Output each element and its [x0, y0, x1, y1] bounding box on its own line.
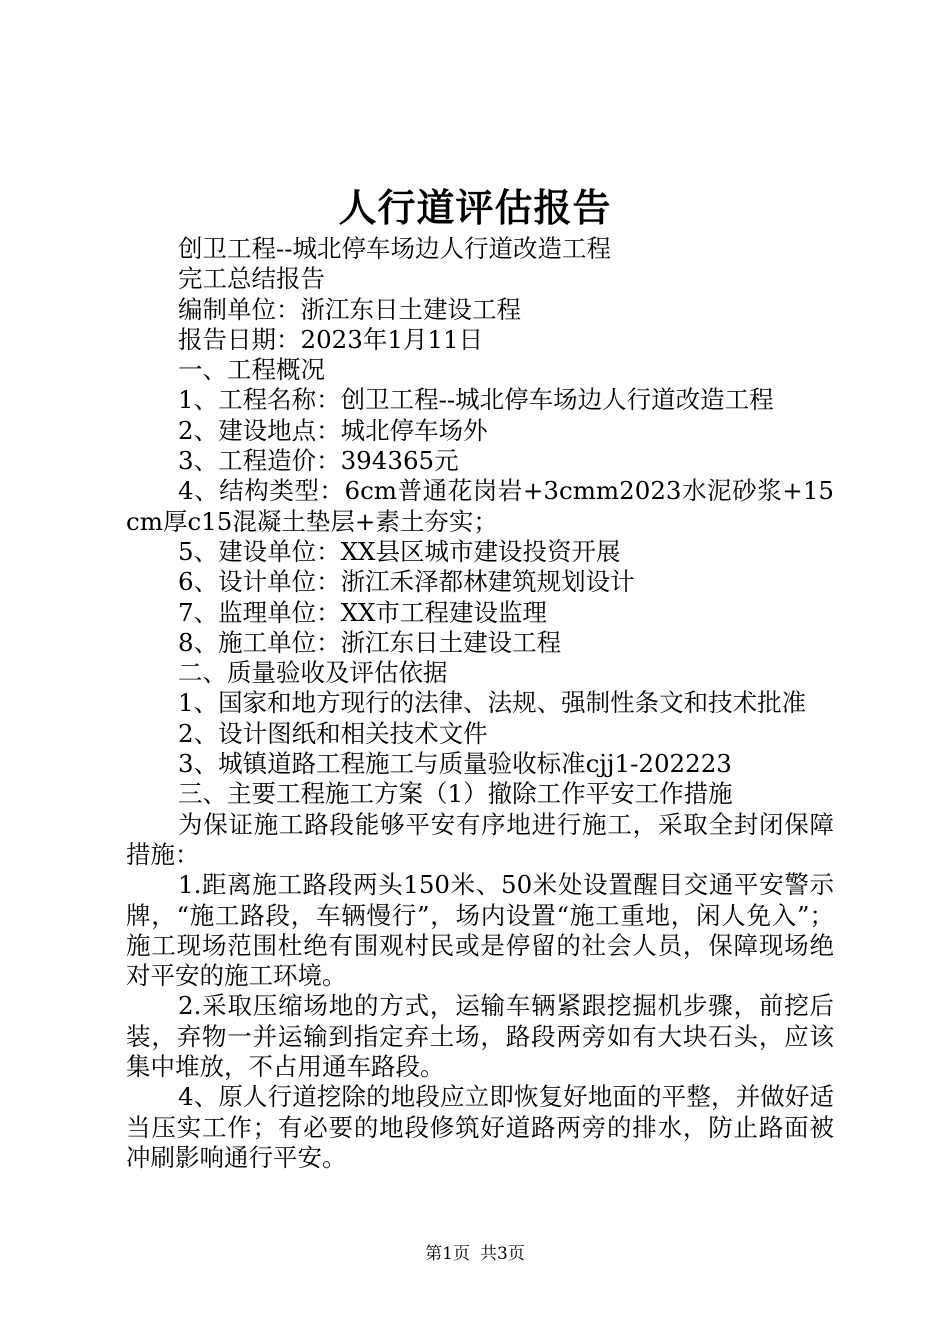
page-number: 第1页 [425, 1244, 470, 1264]
overview-item: 8、施工单位：浙江东日土建设工程 [178, 627, 562, 657]
overview-item: 4、结构类型：6cm普通花岗岩+3cmm2023水泥砂浆+15cm厚c15混凝土垫层+素土夯实； [126, 476, 834, 536]
construction-paragraph: 1.距离施工路段两头150米、50米处设置醒目交通平安警示牌，“施工路段，车辆慢行”，场内设置“施工重地，闲人免入”；施工现场范围杜绝有围观村民或是停留的社会人员，保障现场绝对平安的施工环境。 [126, 870, 834, 991]
report-date-line: 报告日期：2023年1月11日 [178, 324, 484, 354]
section-heading-construction: 三、主要工程施工方案（1）撤除工作平安工作措施 [178, 779, 733, 809]
page-title: 人行道评估报告 [338, 185, 612, 230]
page-footer [0, 1242, 950, 1266]
overview-item: 5、建设单位：XX县区城市建设投资开展 [178, 536, 621, 566]
construction-paragraph: 为保证施工路段能够平安有序地进行施工，采取全封闭保障措施： [126, 809, 834, 869]
report-type-line: 完工总结报告 [178, 264, 325, 294]
section-heading-acceptance: 二、质量验收及评估依据 [178, 658, 448, 688]
acceptance-item: 2、设计图纸和相关技术文件 [178, 718, 488, 748]
overview-item: 2、建设地点：城北停车场外 [178, 415, 488, 445]
construction-paragraph: 4、原人行道挖除的地段应立即恢复好地面的平整，并做好适当压实工作；有必要的地段修筑好道路两旁的排水，防止路面被冲刷影响通行平安。 [126, 1082, 834, 1172]
overview-item: 7、监理单位：XX市工程建设监理 [178, 597, 547, 627]
acceptance-item: 3、城镇道路工程施工与质量验收标准cjj1-202223 [178, 749, 732, 779]
construction-paragraph: 2.采取压缩场地的方式，运输车辆紧跟挖掘机步骤，前挖后装，弃物一并运输到指定弃土场，路段两旁如有大块石头，应该集中堆放，不占用通车路段。 [126, 991, 834, 1082]
overview-item: 3、工程造价：394365元 [178, 446, 459, 476]
section-heading-overview: 一、工程概况 [178, 355, 325, 385]
document-body [126, 234, 834, 1173]
page-total: 共3页 [480, 1244, 525, 1264]
compiling-unit-line: 编制单位：浙江东日土建设工程 [178, 294, 521, 324]
project-name-line: 创卫工程--城北停车场边人行道改造工程 [178, 234, 612, 263]
overview-item: 6、设计单位：浙江禾泽都林建筑规划设计 [178, 567, 635, 597]
overview-item: 1、工程名称：创卫工程--城北停车场边人行道改造工程 [178, 385, 774, 415]
acceptance-item: 1、国家和地方现行的法律、法规、强制性条文和技术批准 [178, 688, 807, 718]
